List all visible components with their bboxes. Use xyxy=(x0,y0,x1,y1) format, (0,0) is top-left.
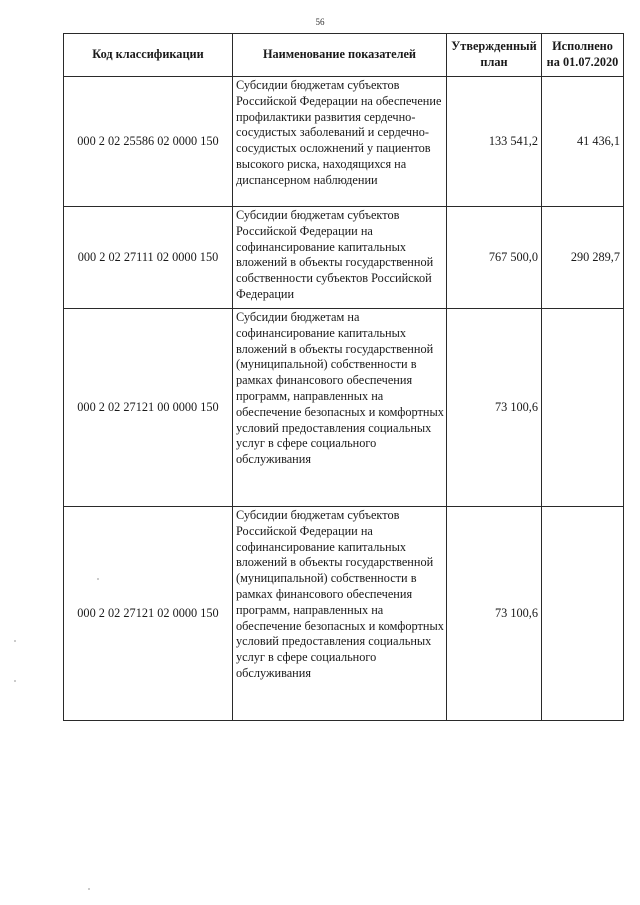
row-plan: 73 100,6 xyxy=(447,309,542,507)
row-plan: 73 100,6 xyxy=(447,507,542,721)
header-plan: Утвержденный план xyxy=(447,34,542,77)
row-name: Субсидии бюджетам на софинансирование капитальных вложений в объекты государственной (муниципальной) собственности в рамках финансового обеспечения программ, направленных на обеспечение безопасных и комфортных условий предоставления социальных услуг в сфере социального обслуживания xyxy=(233,309,447,507)
row-name: Субсидии бюджетам субъектов Российской Федерации на обеспечение профилактики развития сердечно-сосудистых заболеваний и сердечно-сосудистых осложнений у пациентов высокого риска, находящихся на диспансерном наблюдении xyxy=(233,77,447,207)
row-code: 000 2 02 27121 00 0000 150 xyxy=(64,309,233,507)
header-name: Наименование показателей xyxy=(233,34,447,77)
row-name: Субсидии бюджетам субъектов Российской Федерации на софинансирование капитальных вложений в объекты государственной (муниципальной) собственности в рамках финансового обеспечения программ, направленных на обеспечение безопасных и комфортных условий предоставления социальных услуг в сфере социального обслуживания xyxy=(233,507,447,721)
row-code: 000 2 02 27121 02 0000 150 xyxy=(64,507,233,721)
row-executed: 41 436,1 xyxy=(542,77,624,207)
scan-speck xyxy=(97,578,99,580)
table-row xyxy=(64,507,624,721)
row-plan: 767 500,0 xyxy=(447,207,542,309)
row-code: 000 2 02 25586 02 0000 150 xyxy=(64,77,233,207)
header-code: Код классификации xyxy=(64,34,233,77)
row-executed xyxy=(542,309,624,507)
row-name: Субсидии бюджетам субъектов Российской Федерации на софинансирование капитальных вложений в объекты государственной собственности субъектов Российской Федерации xyxy=(233,207,447,309)
scan-speck xyxy=(14,640,16,642)
scan-speck xyxy=(88,888,90,890)
row-executed xyxy=(542,507,624,721)
row-code: 000 2 02 27111 02 0000 150 xyxy=(64,207,233,309)
budget-table xyxy=(63,33,624,721)
header-executed: Исполнено на 01.07.2020 xyxy=(542,34,624,77)
scan-speck xyxy=(14,680,16,682)
table-row xyxy=(64,77,624,207)
page-number: 56 xyxy=(315,17,325,27)
table-row xyxy=(64,207,624,309)
table-header-row xyxy=(64,34,624,77)
row-executed: 290 289,7 xyxy=(542,207,624,309)
row-plan: 133 541,2 xyxy=(447,77,542,207)
table-row xyxy=(64,309,624,507)
